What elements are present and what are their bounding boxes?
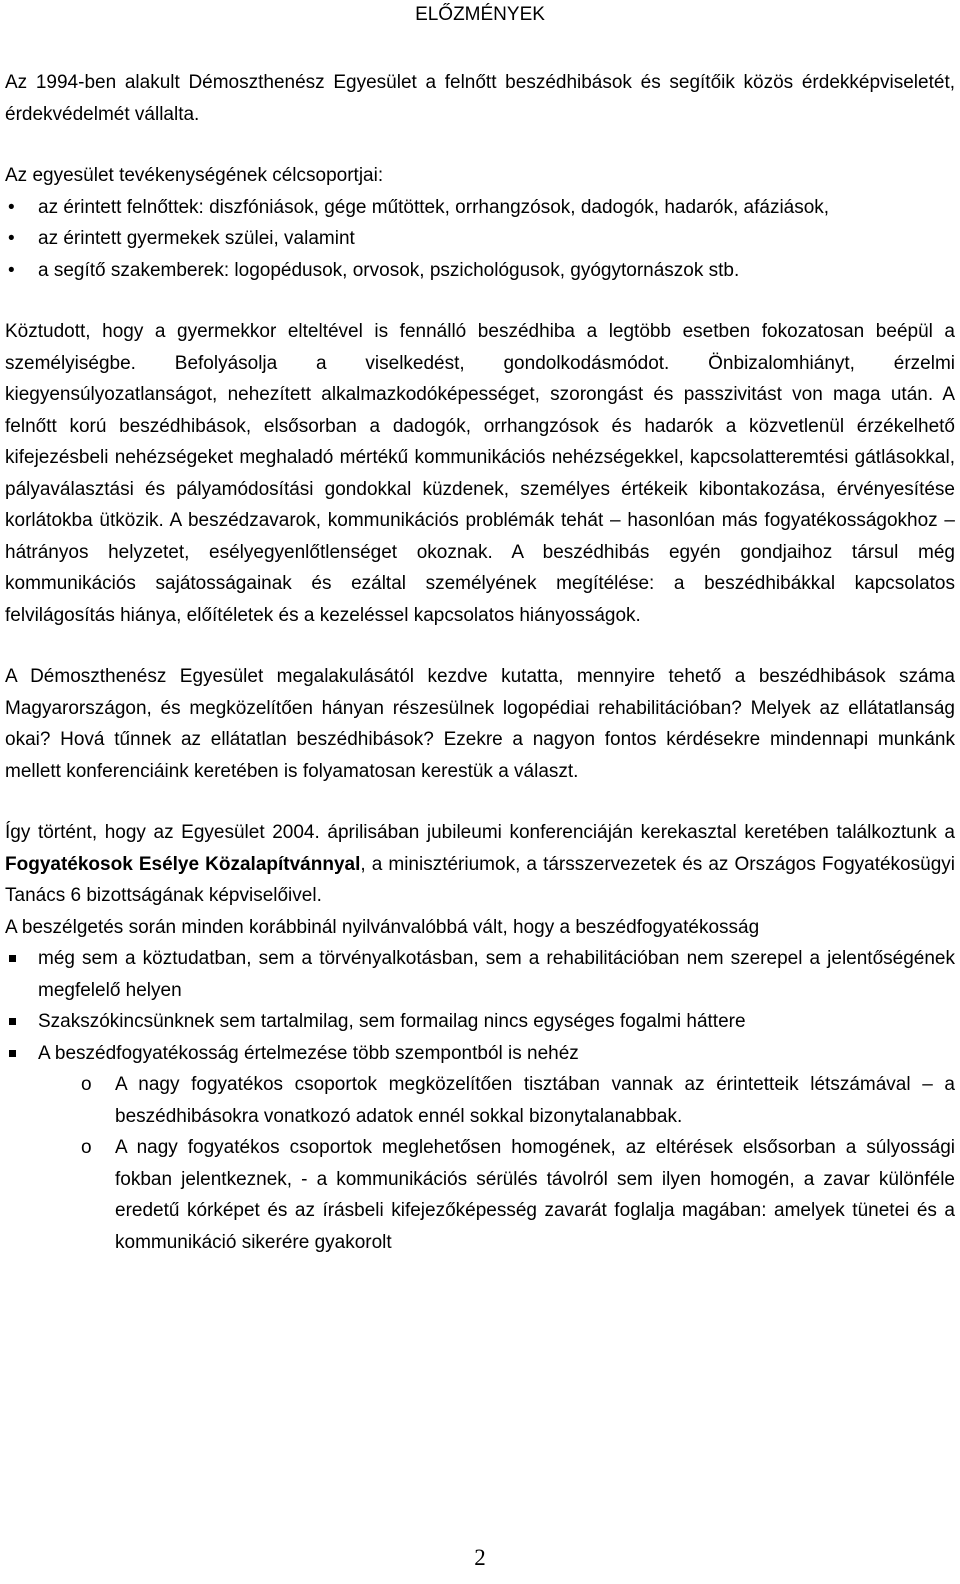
list-item: • a segítő szakemberek: logopédusok, orvosok, pszichológusok, gyógytornászok stb. xyxy=(5,255,955,287)
list-item: Szakszókincsünknek sem tartalmilag, sem formailag nincs egységes fogalmi háttere xyxy=(5,1006,955,1038)
page-number: 2 xyxy=(474,1545,486,1570)
circle-bullet-icon: o xyxy=(81,1137,92,1158)
list-item: • az érintett gyermekek szülei, valamint xyxy=(5,223,955,255)
square-bullet-icon xyxy=(9,1050,16,1057)
target-groups-title: Az egyesület tevékenységének célcsoportjai: xyxy=(5,165,384,186)
bullet-dot-icon: • xyxy=(8,196,15,218)
square-bullet-icon xyxy=(9,1018,16,1025)
bullet-dot-icon: • xyxy=(8,228,15,249)
findings-list xyxy=(5,943,955,1069)
list-item: • az érintett felnőttek: diszfóniások, gége műtöttek, orrhangzósok, dadogók, hadarók, afáziások, xyxy=(5,192,955,224)
document-page xyxy=(5,0,955,1570)
sub-findings-list xyxy=(5,1069,955,1258)
list-item: még sem a köztudatban, sem a törvényalkotásban, sem a rehabilitációban nem szerepel a jelentőségének megfelelő helyen xyxy=(5,943,955,1006)
circle-bullet-icon: o xyxy=(81,1074,92,1095)
body-paragraph-2: A Démoszthenész Egyesület megalakulásától kezdve kutatta, mennyire tehető a beszédhibások száma Magyarországon, és megközelítően hányan részesülnek logopédiai rehabilitációban? Melyek az ellátatlanság okai? Hová tűnnek az ellátatlan beszédhibások? Ezekre a nagyon fontos kérdésekre mindennapi munkánk mellett konferenciáink keretében is folyamatosan kerestük a választ. xyxy=(5,666,955,782)
intro-paragraph: Az 1994-ben alakult Démoszthenész Egyesület a felnőtt beszédhibások és segítőik közös érdekképviseletét, érdekvédelmét vállalta. xyxy=(5,72,955,125)
body-paragraph-1: Köztudott, hogy a gyermekkor elteltével is fennálló beszédhiba a legtöbb esetben fokozatosan beépül a személyiségbe. Befolyásolja a viselkedést, gondolkodásmódot. Önbizalomhiányt, érzelmi kiegyensúlyozatlanságot, nehezített alkalmazkodóképességet, szorongást és passzivitást von maga után. A felnőtt korú beszédhibások, elsősorban a dadogók, orrhangzósok és hadarók a közvetlenül érzékelhető kifejezésbeli nehézségeket meghaladó mértékű kommunikációs nehézségekkel, kapcsolatteremtési gátlásokkal, pályaválasztási és pályamódosítási gondokkal küzdenek, személyes értékeik kibontakozása, érvényesítése korlátokba ütközik. A beszédzavarok, kommunikációs problémák tehát – hasonlóan más fogyatékosságokhoz – hátrányos helyzetet, esélyegyenlőtlenséget okoznak. A beszédhibás egyén gondjaihoz társul még kommunikációs sajátosságainak és ezáltal személyének megítélése: a beszédhibákkal kapcsolatos felvilágosítás hiánya, előítéletek és a kezeléssel kapcsolatos hiányosságok. xyxy=(5,321,955,626)
list-item: A beszédfogyatékosság értelmezése több szempontból is nehéz xyxy=(5,1038,955,1070)
square-bullet-icon xyxy=(9,955,16,962)
body-paragraph-4: A beszélgetés során minden korábbinál nyilvánvalóbbá vált, hogy a beszédfogyatékosság xyxy=(5,916,760,938)
list-item: o A nagy fogyatékos csoportok meglehetősen homogének, az eltérések elsősorban a súlyossági fokban jelentkeznek, - a kommunikációs sérülés távolról sem ilyen homogén, a zavar különféle eredetű kórképet és az írásbeli kifejezőképesség zavarát foglalja magában: amelyek tünetei és a kommunikáció sikerére gyakorolt xyxy=(5,1132,955,1258)
foundation-name: Fogyatékosok Esélye Közalapítvánnyal xyxy=(5,853,361,875)
bullet-dot-icon: • xyxy=(8,259,15,281)
target-groups-list xyxy=(5,192,955,287)
body-paragraph-3: Így történt, hogy az Egyesület 2004. áprilisában jubileumi konferenciáján kerekasztal keretében találkoztunk a Fogyatékosok Esélye Közalapítvánnyal, a minisztériumok, a társszervezetek és az Országos Fogyatékosügyi Tanács 6 bizottságának képviselőivel. xyxy=(5,822,955,906)
page-heading: ELŐZMÉNYEK xyxy=(415,4,545,25)
list-item: o A nagy fogyatékos csoportok megközelítően tisztában vannak az érintetteik létszámával – a beszédhibásokra vonatkozó adatok ennél sokkal bizonytalanabbak. xyxy=(5,1069,955,1132)
